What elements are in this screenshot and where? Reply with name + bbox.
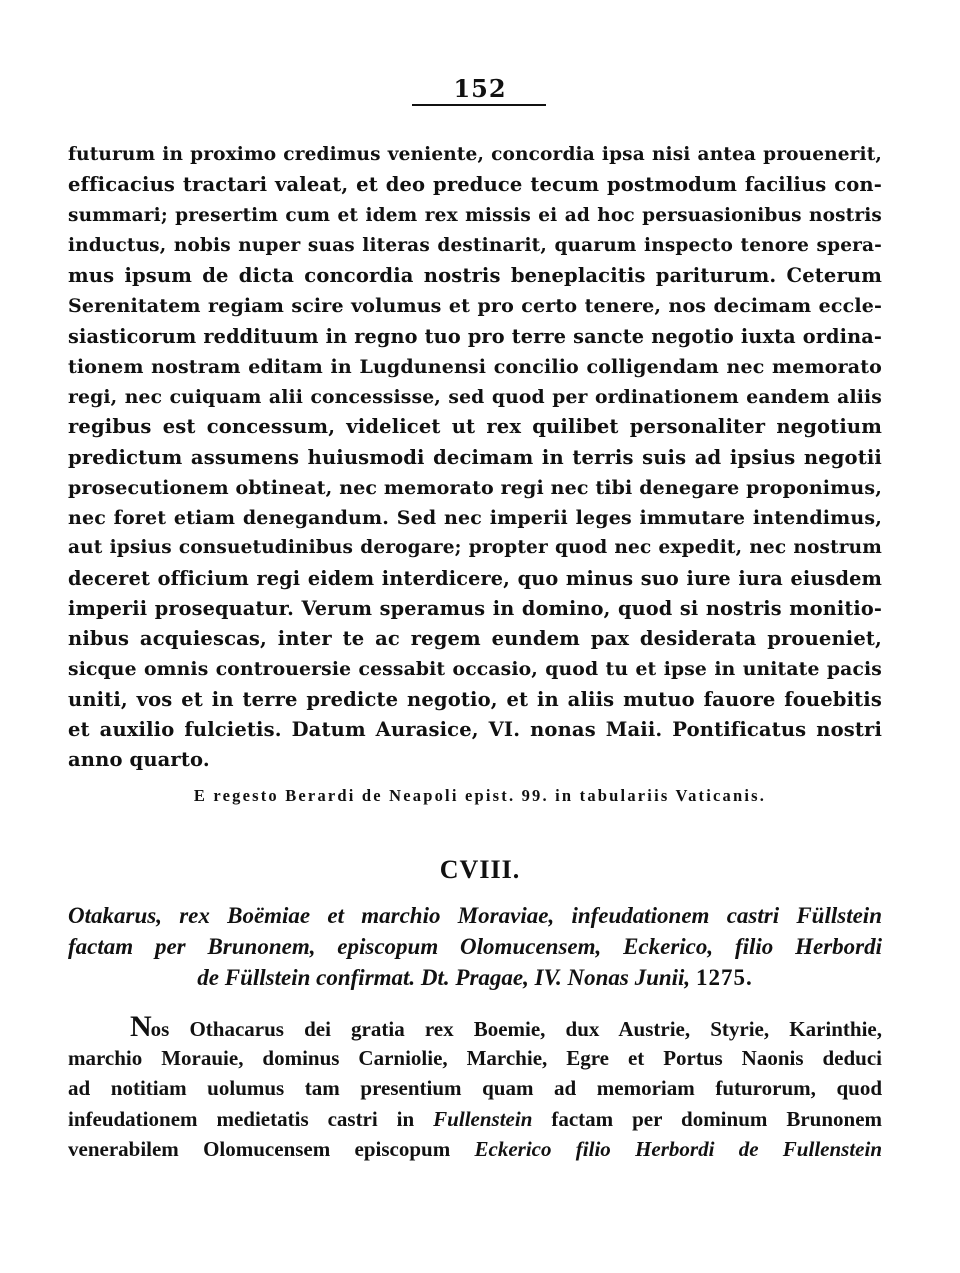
text-line: Serenitatem regiam scire volumus et pro certo tenere, nos decimam eccle- [68, 295, 882, 318]
charter-line [68, 1104, 882, 1135]
text-line: et auxilio fulcietis. Datum Aurasice, VI. nonas Maii. Pontificatus nostri [68, 717, 882, 741]
drop-cap: N [130, 1010, 151, 1043]
text-line: predictum assumens huiusmodi decimam in terris suis ad ipsius negotii [68, 445, 882, 469]
text-line: summari; presertim cum et idem rex missis ei ad hoc persuasionibus nostris [68, 204, 882, 226]
text-line-last: anno quarto. [68, 748, 210, 771]
text-line: mus ipsum de dicta concordia nostris beneplacitis pariturum. Ceterum [68, 264, 882, 287]
text-line: imperii prosequatur. Verum speramus in domino, quod si nostris monitio- [68, 596, 882, 620]
summary-dating: de Füllstein confirmat. Dt. Pragae, IV. Nonas Junii, [197, 965, 691, 990]
person-name: Eckerico filio Herbordi de Fullenstein [474, 1137, 883, 1161]
text-line: regibus est concessum, videlicet ut rex quilibet personaliter negotium [68, 415, 882, 439]
charter-line [68, 1012, 882, 1043]
source-note: E regesto Berardi de Neapoli epist. 99. in tabulariis Vaticanis. [193, 786, 767, 805]
charter-line-text: infeudationem medietatis castri in [68, 1106, 415, 1131]
text-line: siasticorum reddituum in regno tuo pro terre sancte negotio iuxta ordina- [68, 324, 882, 348]
text-line: uniti, vos et in terre predicte negotio, et in aliis mutuo fauore fouebitis [68, 687, 882, 711]
charter-text [68, 1012, 882, 1165]
charter-line: marchio Morauie, dominus Carniolie, Marchie, Egre et Portus Naonis deduci [68, 1045, 882, 1070]
charter-line-text: os Othacarus dei gratia rex Boemie, dux Austrie, Styrie, Karinthie, [150, 1017, 882, 1041]
charter-line-text: factam per dominum Brunonem [551, 1106, 883, 1131]
charter-line: ad notitiam uolumus tam presentium quam ad memoriam futurorum, quod [68, 1076, 882, 1100]
place-name: Fullenstein [433, 1106, 533, 1131]
letter-text [68, 140, 882, 775]
text-line: inductus, nobis nuper suas literas destinarit, quarum inspecto tenore spera- [68, 234, 882, 256]
text-line: prosecutionem obtineat, nec memorato regi nec tibi denegare proponimus, [68, 476, 882, 499]
summary-line: Otakarus, rex Boëmiae et marchio Moraviae, infeudationem castri Füllstein [68, 903, 882, 928]
page-number: 152 [453, 74, 507, 103]
summary-year: 1275. [695, 965, 753, 990]
charter-line [68, 1134, 882, 1165]
text-line: nec foret etiam denegandum. Sed nec imperii leges immutare intendimus, [68, 507, 882, 529]
summary-line: factam per Brunonem, episcopum Olomucensem, Eckerico, filio Herbordi [68, 934, 882, 959]
text-line: sicque omnis controuersie cessabit occasio, quod tu et ipse in unitate pacis [68, 658, 882, 681]
summary-line [68, 962, 882, 993]
text-line: tionem nostram editam in Lugdunensi concilio colligendam nec memorato [68, 355, 882, 378]
document-number: CVIII. [439, 855, 521, 884]
charter-line-text: venerabilem Olomucensem episcopum [68, 1137, 451, 1161]
text-line: aut ipsius consuetudinibus derogare; propter quod nec expedit, nec nostrum [68, 537, 882, 559]
text-line: futurum in proximo credimus veniente, concordia ipsa nisi antea prouenerit, [68, 144, 882, 165]
text-line: efficacius tractari valeat, et deo preduce tecum postmodum facilius con- [68, 173, 882, 197]
text-line: regi, nec cuiquam alii concessisse, sed quod per ordinationem eandem aliis [68, 386, 882, 408]
text-line: nibus acquiescas, inter te ac regem eundem pax desiderata proueniet, [68, 627, 882, 650]
text-line: deceret officium regi eidem interdicere, quo minus suo iure iura eiusdem [68, 566, 882, 590]
page-number-rule [412, 104, 546, 106]
document-summary [68, 900, 882, 993]
